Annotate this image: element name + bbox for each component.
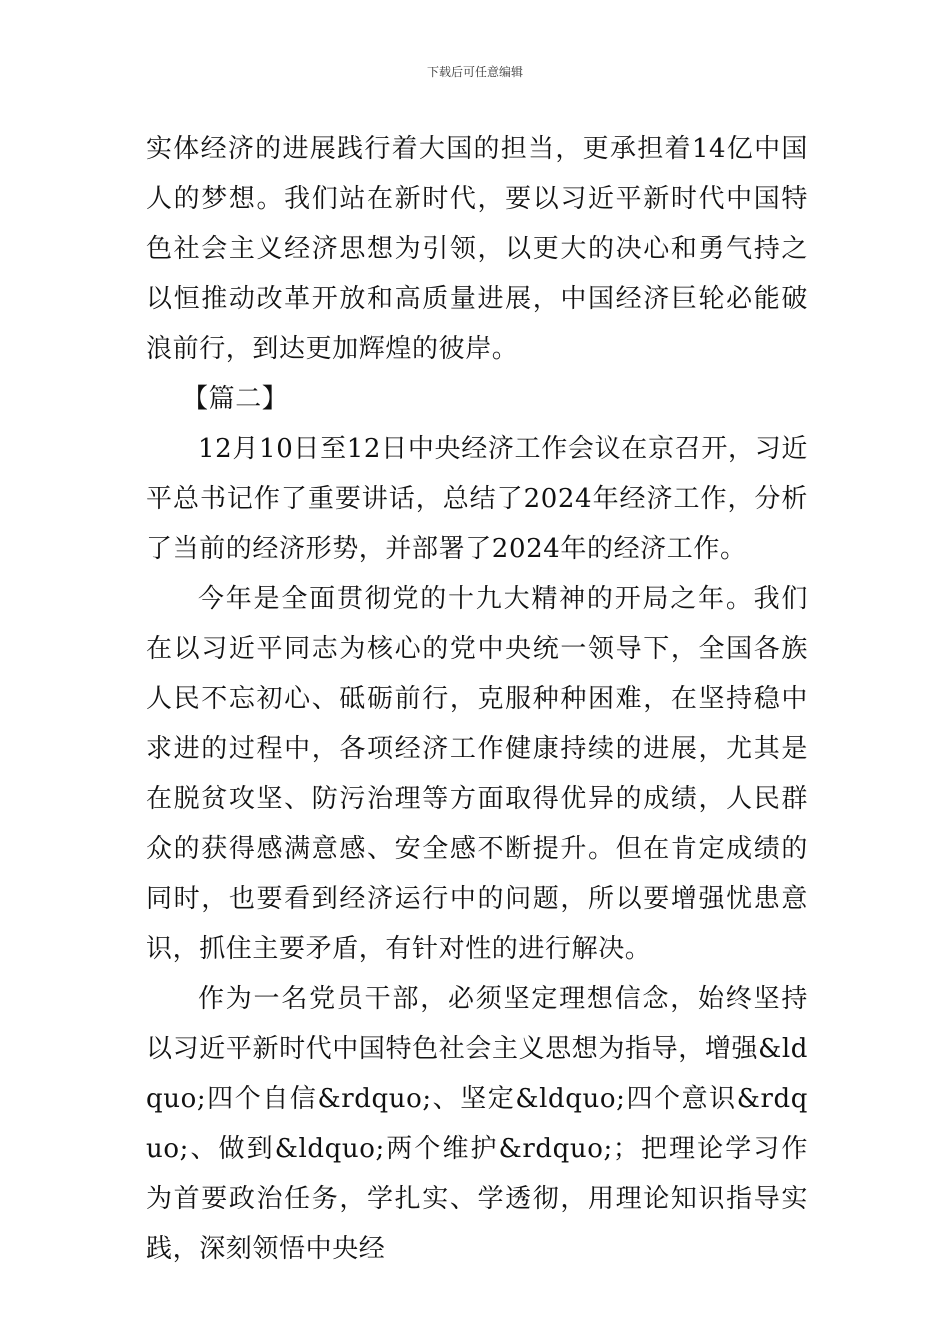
paragraph-achievements: 今年是全面贯彻党的十九大精神的开局之年。我们在以习近平同志为核心的党中央统一领导下，全国各族人民不忘初心、砥砺前行，克服种种困难，在坚持稳中求进的过程中，各项经济工作健康持续的进展，尤其是在脱贫攻坚、防污治理等方面取得优异的成绩，人民群众的获得感满意感、安全感不断提升。但在肯定成绩的同时，也要看到经济运行中的问题，所以要增强忧患意识，抓住主要矛盾，有针对性的进行解决。 [146,584,808,964]
page-header: 下载后可任意编辑 [426,65,523,79]
paragraph-meeting: 12月10日至12日中央经济工作会议在京召开，习近平总书记作了重要讲话，总结了2024年经济工作，分析了当前的经济形势，并部署了2024年的经济工作。 [146,434,808,564]
section-heading: 【篇二】 [182,384,289,414]
document-body [146,124,808,1274]
paragraph-continuation: 实体经济的进展践行着大国的担当，更承担着14亿中国人的梦想。我们站在新时代，要以习近平新时代中国特色社会主义经济思想为引领，以更大的决心和勇气持之以恒推动改革开放和高质量进展，中国经济巨轮必能破浪前行，到达更加辉煌的彼岸。 [146,134,808,364]
paragraph-party-member: 作为一名党员干部，必须坚定理想信念，始终坚持以习近平新时代中国特色社会主义思想为指导，增强&ldquo;四个自信&rdquo;、坚定&ldquo;四个意识&rdquo;、做到&ldquo;两个维护&rdquo;；把理论学习作为首要政治任务，学扎实、学透彻，用理论知识指导实践，深刻领悟中央经 [146,984,808,1264]
